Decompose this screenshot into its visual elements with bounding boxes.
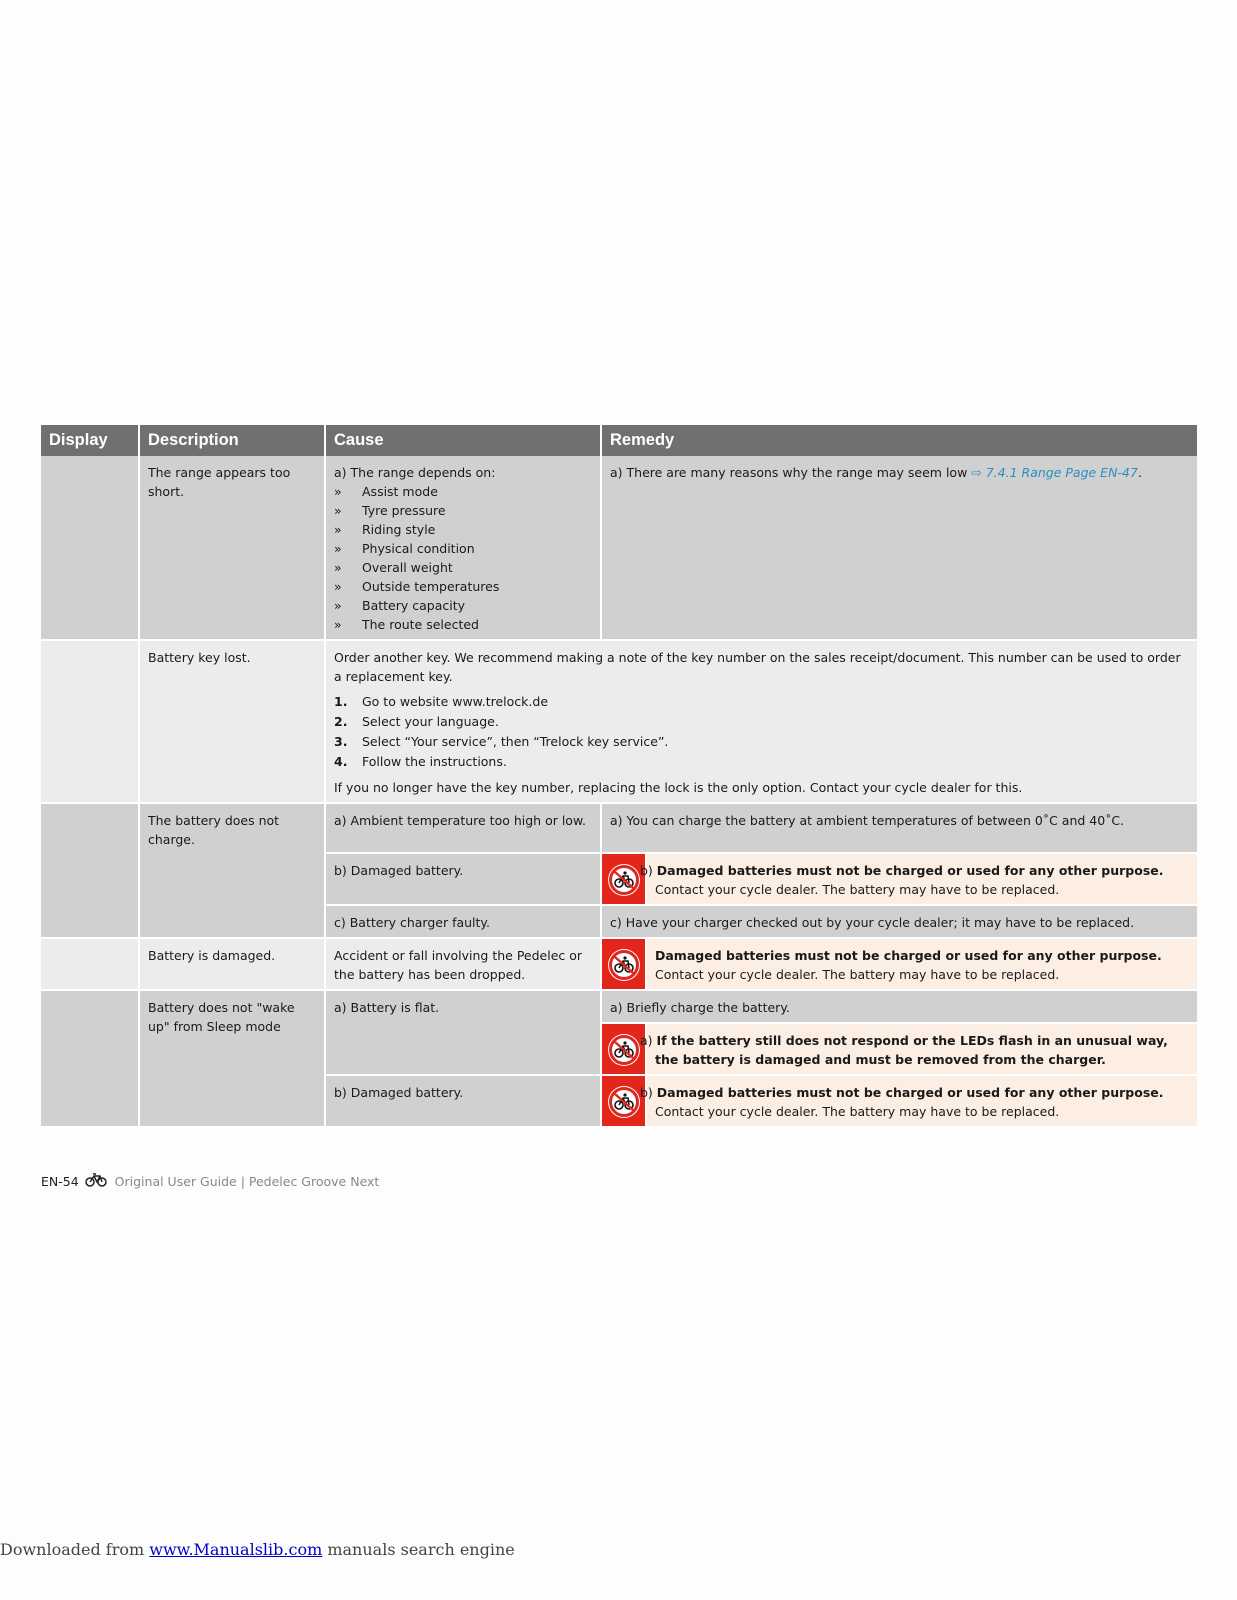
remedy-cell: a) Briefly charge the battery. [601, 990, 1197, 1023]
list-item: » Physical condition [334, 541, 475, 556]
list-item: 2. Select your language. [334, 714, 499, 729]
table-header-row [41, 425, 1197, 456]
list-item: » Riding style [334, 522, 436, 537]
remedy-intro: Order another key. We recommend making a note of the key number on the sales receipt/document. This number can be used to order a replacement key. [334, 650, 1181, 684]
remedy-cell: c) Have your charger checked out by your cycle dealer; it may have to be replaced. [601, 905, 1197, 938]
download-notice: Downloaded from www.Manualslib.com manuals search engine [0, 1540, 515, 1559]
warning-icon-cell [601, 938, 646, 990]
display-cell [41, 456, 139, 640]
list-item: » Battery capacity [334, 598, 466, 613]
description-cell: Battery does not "wake up" from Sleep mode [139, 990, 325, 1127]
remedy-cell: a) You can charge the battery at ambient temperatures of between 0˚C and 40˚C. [601, 803, 1197, 853]
description-cell: The range appears too short. [139, 456, 325, 640]
warning-text-cell: Damaged batteries must not be charged or used for any other purpose. Contact your cycle dealer. The battery may have to be replaced. [646, 938, 1197, 990]
list-item: » Overall weight [334, 560, 453, 575]
header-remedy: Remedy [601, 425, 1197, 456]
no-bicycle-prohibition-icon [609, 950, 639, 980]
cause-cell: Accident or fall involving the Pedelec or the battery has been dropped. [325, 938, 601, 990]
table-row [41, 990, 1197, 1023]
cause-cell: b) Damaged battery. [325, 1075, 601, 1127]
cause-intro: a) The range depends on: [334, 465, 496, 480]
list-item: 4. Follow the instructions. [334, 754, 507, 769]
cause-cell [325, 456, 601, 640]
warning-text-cell: b) Damaged batteries must not be charged or used for any other purpose. Contact your cycle dealer. The battery may have to be replaced. [646, 1075, 1197, 1127]
no-bicycle-prohibition-icon [609, 1035, 639, 1065]
display-cell [41, 803, 139, 938]
page-number: EN-54 [41, 1174, 79, 1189]
no-bicycle-prohibition-icon [609, 865, 639, 895]
list-item: 3. Select “Your service”, then “Trelock key service”. [334, 734, 669, 749]
bicycle-icon [85, 1173, 107, 1190]
cause-cell: c) Battery charger faulty. [325, 905, 601, 938]
remedy-cell [325, 640, 1197, 803]
warning-text-cell: b) Damaged batteries must not be charged or used for any other purpose. Contact your cycle dealer. The battery may have to be replaced. [646, 853, 1197, 905]
header-cause: Cause [325, 425, 601, 456]
table-row [41, 803, 1197, 853]
display-cell [41, 990, 139, 1127]
list-item: » The route selected [334, 617, 479, 632]
header-display: Display [41, 425, 139, 456]
page-footer [41, 1173, 379, 1190]
warning-text-cell: a) If the battery still does not respond or the LEDs flash in an unusual way, the battery is damaged and must be removed from the charger. [646, 1023, 1197, 1075]
table-row [41, 456, 1197, 640]
list-item: » Outside temperatures [334, 579, 500, 594]
display-cell [41, 938, 139, 990]
description-cell: Battery key lost. [139, 640, 325, 803]
description-cell: The battery does not charge. [139, 803, 325, 938]
manualslib-link[interactable]: www.Manualslib.com [149, 1540, 323, 1559]
list-item: » Assist mode [334, 484, 438, 499]
cause-list [334, 482, 592, 634]
cause-cell: b) Damaged battery. [325, 853, 601, 905]
table-row [41, 938, 1197, 990]
list-item: 1. Go to website www.trelock.de [334, 694, 549, 709]
steps-list [334, 692, 1189, 772]
description-cell: Battery is damaged. [139, 938, 325, 990]
no-bicycle-prohibition-icon [609, 1087, 639, 1117]
header-description: Description [139, 425, 325, 456]
table-row [41, 640, 1197, 803]
troubleshooting-table [41, 425, 1197, 1128]
cause-cell: a) Battery is flat. [325, 990, 601, 1075]
remedy-outro: If you no longer have the key number, replacing the lock is the only option. Contact your cycle dealer for this. [334, 780, 1023, 795]
cause-cell: a) Ambient temperature too high or low. [325, 803, 601, 853]
list-item: » Tyre pressure [334, 503, 446, 518]
display-cell [41, 640, 139, 803]
document-title: Original User Guide | Pedelec Groove Next [114, 1174, 380, 1189]
remedy-cell: a) There are many reasons why the range may seem low ⇨ 7.4.1 Range Page EN-47. [601, 456, 1197, 640]
range-page-link[interactable]: ⇨ 7.4.1 Range Page EN-47 [971, 465, 1138, 480]
